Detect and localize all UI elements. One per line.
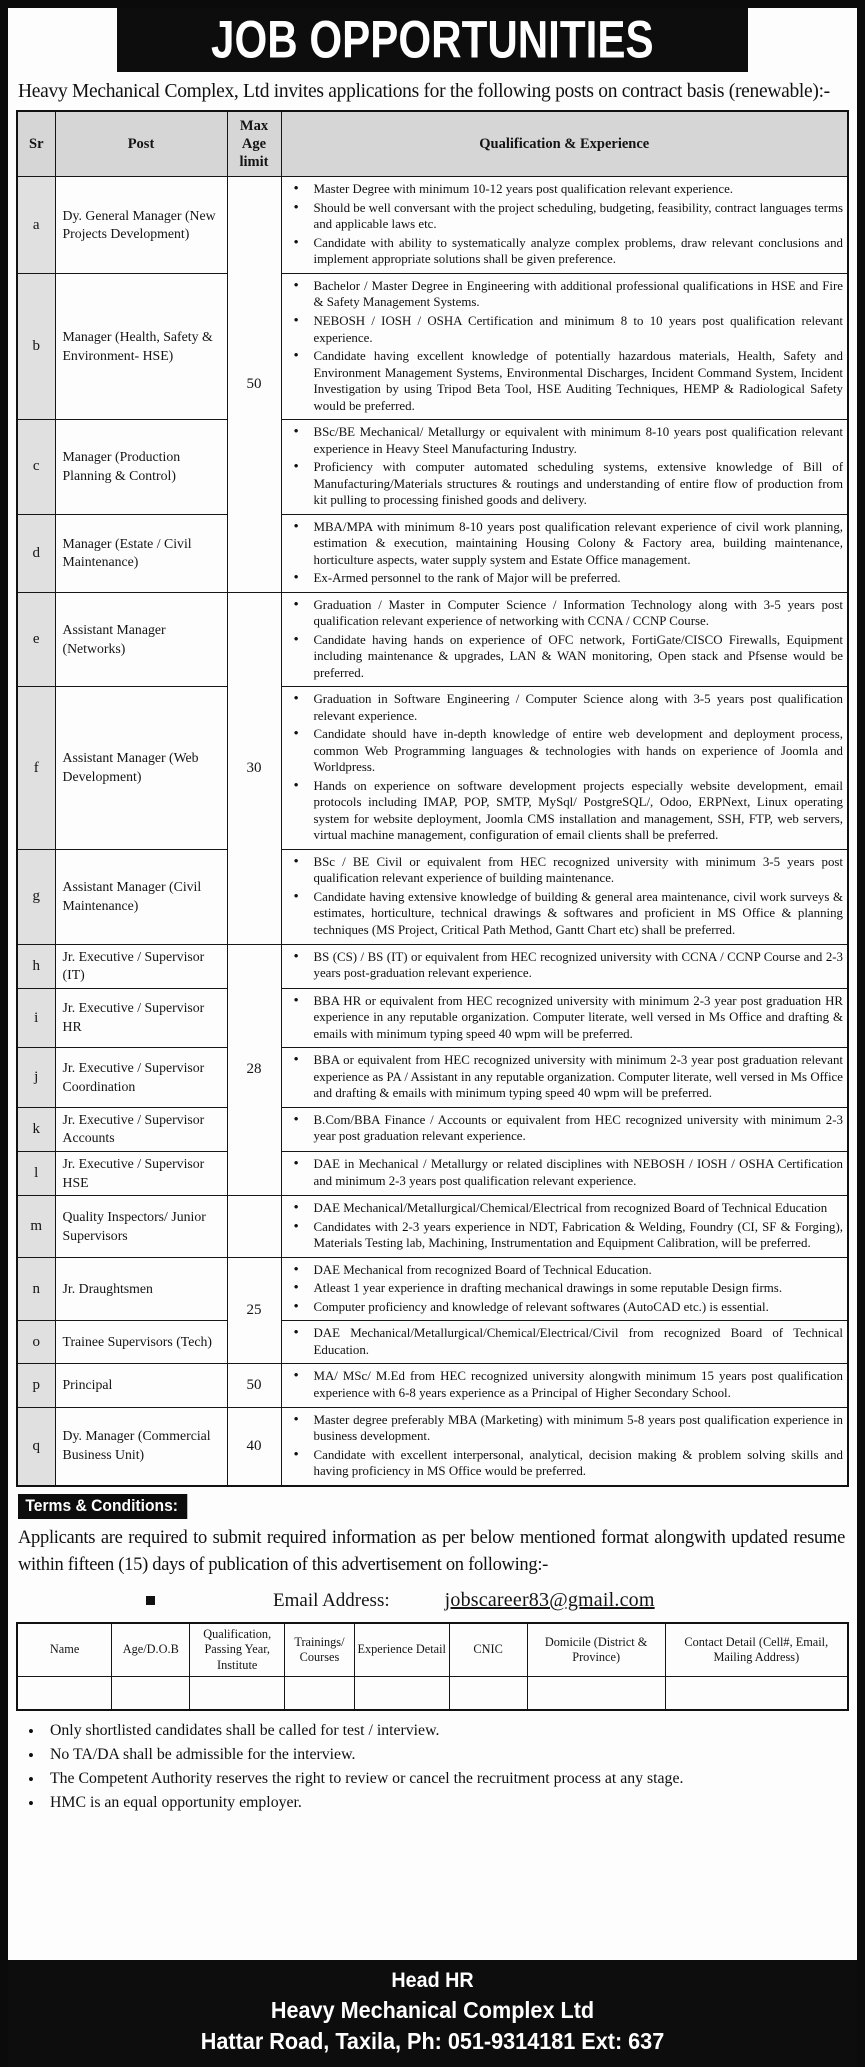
form-blank-cell bbox=[527, 1677, 665, 1710]
job-row-m bbox=[17, 1196, 848, 1258]
qualification-cell bbox=[281, 1407, 848, 1486]
qualification-bullet: • BBA or equivalent from HEC recognized university with minimum 2-3 year post graduation relevant experience as PA / Assistant in any reputable organization. Computer literate, well versed in Ms Office and drafting & emails with minimum typing speed 40 wpm will be preferred. bbox=[284, 1052, 844, 1102]
qualification-bullets bbox=[284, 424, 844, 509]
sr-cell: j bbox=[17, 1048, 55, 1108]
qualification-cell bbox=[281, 1196, 848, 1258]
terms-section bbox=[18, 1494, 857, 1519]
qualification-bullet: • Graduation in Software Engineering / Computer Science along with 3-5 years post qualification relevant experience. bbox=[284, 691, 844, 724]
qualification-bullet: • MBA/MPA with minimum 8-10 years post qualification relevant experience of civil work planning, estimation & execution, maintaining Housing Colony & Factory area, building maintenance, horticulture aspects, water supply system and Estate Office management. bbox=[284, 519, 844, 569]
sr-cell: l bbox=[17, 1152, 55, 1196]
form-col-header: Contact Detail (Cell#, Email, Mailing Address) bbox=[665, 1623, 848, 1677]
qualification-bullet: • Graduation / Master in Computer Science / Information Technology along with 3-5 years post qualification relevant experience of networking with CCNA / CCNP Course. bbox=[284, 597, 844, 630]
qualification-bullet: • Atleast 1 year experience in drafting mechanical drawings in some reputable Design firms. bbox=[284, 1280, 844, 1297]
qualification-bullet: • Bachelor / Master Degree in Engineering with additional professional qualifications in HSE and Fire & Safety Management Systems. bbox=[284, 278, 844, 311]
qualification-bullet: • Candidate with excellent interpersonal, analytical, decision making & problem solving skills and having proficiency in MS Office would be preferred. bbox=[284, 1447, 844, 1480]
qualification-cell bbox=[281, 1257, 848, 1321]
qualification-bullet: • DAE Mechanical/Metallurgical/Chemical/Electrical from recognized Board of Technical Education bbox=[284, 1200, 844, 1217]
post-cell: Assistant Manager (Civil Maintenance) bbox=[55, 849, 227, 944]
qualification-bullet: • Master Degree with minimum 10-12 years post qualification relevant experience. bbox=[284, 181, 844, 198]
post-cell: Assistant Manager (Web Development) bbox=[55, 687, 227, 850]
form-header-row bbox=[17, 1623, 848, 1677]
form-blank-cell bbox=[449, 1677, 527, 1710]
qualification-bullets bbox=[284, 1412, 844, 1480]
qualification-cell bbox=[281, 514, 848, 592]
job-row-h bbox=[17, 944, 848, 988]
qualification-cell bbox=[281, 988, 848, 1048]
form-blank-cell bbox=[190, 1677, 285, 1710]
qualification-cell bbox=[281, 687, 848, 850]
post-cell: Trainee Supervisors (Tech) bbox=[55, 1321, 227, 1364]
qualification-cell bbox=[281, 1048, 848, 1108]
job-row-e bbox=[17, 592, 848, 687]
qualification-cell bbox=[281, 1152, 848, 1196]
qualification-cell bbox=[281, 1321, 848, 1364]
qualification-bullet: • Candidate with ability to systematically analyze complex problems, draw relevant conclusions and implement appropriate solutions shall be given preference. bbox=[284, 235, 844, 268]
note-item: • The Competent Authority reserves the right to review or cancel the recruitment process at any stage. bbox=[22, 1767, 857, 1791]
job-row-j bbox=[17, 1048, 848, 1108]
post-cell: Jr. Draughtsmen bbox=[55, 1257, 227, 1321]
job-row-a bbox=[17, 177, 848, 274]
qualification-bullet: • NEBOSH / IOSH / OSHA Certification and minimum 8 to 10 years post qualification relevant experience. bbox=[284, 313, 844, 346]
post-cell: Jr. Executive / Supervisor (IT) bbox=[55, 944, 227, 988]
sr-cell: c bbox=[17, 420, 55, 515]
form-col-header: Name bbox=[17, 1623, 112, 1677]
qualification-bullets bbox=[284, 949, 844, 982]
sr-cell: f bbox=[17, 687, 55, 850]
qualification-bullet: • Master degree preferably MBA (Marketing) with minimum 5-8 years post qualification experience in business development. bbox=[284, 1412, 844, 1445]
footer-banner bbox=[0, 1960, 865, 2067]
email-row bbox=[8, 1589, 857, 1612]
qualification-bullet: • Should be well conversant with the project scheduling, budgeting, feasibility, contract languages terms and applicable laws etc. bbox=[284, 200, 844, 233]
qualification-bullet: • BSc/BE Mechanical/ Metallurgy or equivalent with minimum 8-10 years post qualification relevant experience in Heavy Steel Manufacturing Industry. bbox=[284, 424, 844, 457]
email-label: Email Address: bbox=[273, 1590, 390, 1612]
qualification-bullet: • Candidate having hands on experience of OFC network, FortiGate/CISCO Firewalls, Equipment including maintenance & upgrades, LAN & WAN monitoring, Open stack and Pfsense would be preferred. bbox=[284, 632, 844, 682]
sr-cell: b bbox=[17, 273, 55, 419]
sr-cell: g bbox=[17, 849, 55, 944]
max-age-cell: 25 bbox=[227, 1257, 281, 1364]
sr-cell: n bbox=[17, 1257, 55, 1321]
post-cell: Jr. Executive / Supervisor HR bbox=[55, 988, 227, 1048]
job-row-k bbox=[17, 1107, 848, 1151]
qualification-bullet: • BBA HR or equivalent from HEC recognized university with minimum 2-3 year post graduation HR experience in any reputable organization. Computer literate, well versed in Ms Office and drafting & emails with minimum typing speed 40 wpm will be preferred. bbox=[284, 993, 844, 1043]
qualification-bullets bbox=[284, 181, 844, 268]
qualification-bullets bbox=[284, 1200, 844, 1252]
square-bullet-icon bbox=[146, 1596, 155, 1605]
qualification-bullets bbox=[284, 993, 844, 1043]
qualification-bullet: • DAE Mechanical/Metallurgical/Chemical/Electrical/Civil from recognized Board of Technical Education. bbox=[284, 1325, 844, 1358]
terms-paragraph: Applicants are required to submit required information as per below mentioned format alongwith updated resume within fifteen (15) days of publication of this advertisement on following:- bbox=[18, 1527, 845, 1576]
post-cell: Manager (Estate / Civil Maintenance) bbox=[55, 514, 227, 592]
footer-line: Heavy Mechanical Complex Ltd bbox=[270, 1997, 595, 2023]
header-banner bbox=[117, 8, 748, 72]
qualification-bullet: • Hands on experience on software development projects especially website development, email protocols including IMAP, POP, SMTP, MySql/ PostgreSQL/, Odoo, ERPNext, Linux operating system for website deployment, Joomla CMS installation and management, SSH, FTP, web servers, virtual machine management, configuration of email clients shall be preferred. bbox=[284, 778, 844, 844]
job-row-d bbox=[17, 514, 848, 592]
qualification-bullet: • Proficiency with computer automated scheduling systems, extensive knowledge of Bill of Manufacturing/Materials structures & routings and understanding of entire flow of production from kit pulling to processing finished goods and delivery. bbox=[284, 459, 844, 509]
post-cell: Dy. General Manager (New Projects Development) bbox=[55, 177, 227, 274]
qualification-cell bbox=[281, 944, 848, 988]
intro-text: Heavy Mechanical Complex, Ltd invites applications for the following posts on contract basis (renewable):- bbox=[18, 81, 830, 102]
qualification-bullet: • BS (CS) / BS (IT) or equivalent from HEC recognized university with CCNA / CCNP Course and 2-3 years post-graduation relevant experience. bbox=[284, 949, 844, 982]
qualification-bullets bbox=[284, 854, 844, 939]
form-blank-cell bbox=[354, 1677, 449, 1710]
form-blank-cell bbox=[285, 1677, 355, 1710]
qualification-cell bbox=[281, 1107, 848, 1151]
col-header-post: Post bbox=[55, 111, 227, 177]
sr-cell: i bbox=[17, 988, 55, 1048]
sr-cell: k bbox=[17, 1107, 55, 1151]
qualification-bullet: • Computer proficiency and knowledge of relevant softwares (AutoCAD etc.) is essential. bbox=[284, 1299, 844, 1316]
qualification-bullet: • DAE in Mechanical / Metallurgy or related disciplines with NEBOSH / IOSH / OSHA Certification and minimum 2-3 years post qualification relevant experience. bbox=[284, 1156, 844, 1189]
terms-label: Terms & Conditions: bbox=[18, 1494, 187, 1519]
post-cell: Quality Inspectors/ Junior Supervisors bbox=[55, 1196, 227, 1258]
form-col-header: Age/D.O.B bbox=[112, 1623, 190, 1677]
max-age-cell: 40 bbox=[227, 1407, 281, 1486]
qualification-bullet: • BSc / BE Civil or equivalent from HEC recognized university with minimum 3-5 years post qualification relevant experience of building maintenance. bbox=[284, 854, 844, 887]
footer-line: Head HR bbox=[391, 1969, 474, 1992]
max-age-cell: 50 bbox=[227, 1364, 281, 1407]
form-col-header: Experience Detail bbox=[354, 1623, 449, 1677]
qualification-bullet: • Candidate having excellent knowledge of potentially hazardous materials, Health, Safety and Environment Management Systems, Environmental Discharges, Incident Command System, Incident Investigation by using Tripod Beta Tool, HSE Auditing Techniques, HEMP & Radiological Safety would be preferred. bbox=[284, 348, 844, 414]
form-col-header: CNIC bbox=[449, 1623, 527, 1677]
notes-list bbox=[22, 1719, 857, 1815]
form-col-header: Domicile (District & Province) bbox=[527, 1623, 665, 1677]
job-row-f bbox=[17, 687, 848, 850]
post-cell: Dy. Manager (Commercial Business Unit) bbox=[55, 1407, 227, 1486]
sr-cell: m bbox=[17, 1196, 55, 1258]
qualification-bullet: • Candidate having extensive knowledge of building & general area maintenance, civil work surveys & estimates, horticulture, technical drawings & softwares and proficient in MS Office & planning techniques (MS Project, Critical Path Method, Gantt Chart etc) shall be preferred. bbox=[284, 889, 844, 939]
qualification-bullet: • Candidates with 2-3 years experience in NDT, Fabrication & Welding, Foundry (CI, SF & Forging), Materials Testing lab, Machining, Instrumentation and Equipment Calibration, will be preferred. bbox=[284, 1219, 844, 1252]
max-age-cell: 30 bbox=[227, 592, 281, 944]
job-row-o bbox=[17, 1321, 848, 1364]
qualification-bullet: • Candidate should have in-depth knowledge of entire web development and deployment process, common Web Programming languages & technologies with hands on experience of Joomla and Worldpress. bbox=[284, 726, 844, 776]
qualification-cell bbox=[281, 273, 848, 419]
jobs-table-header-row bbox=[17, 111, 848, 177]
qualification-bullets bbox=[284, 1156, 844, 1189]
qualification-bullets bbox=[284, 1112, 844, 1145]
max-age-cell: 28 bbox=[227, 944, 281, 1196]
qualification-bullets bbox=[284, 1368, 844, 1401]
qualification-cell bbox=[281, 592, 848, 687]
qualification-bullets bbox=[284, 1262, 844, 1316]
form-blank-cell bbox=[17, 1677, 112, 1710]
application-form-table bbox=[16, 1622, 849, 1711]
qualification-bullets bbox=[284, 278, 844, 414]
sr-cell: a bbox=[17, 177, 55, 274]
job-row-g bbox=[17, 849, 848, 944]
job-row-b bbox=[17, 273, 848, 419]
job-row-q bbox=[17, 1407, 848, 1486]
col-header-qualification: Qualification & Experience bbox=[281, 111, 848, 177]
qualification-bullets bbox=[284, 597, 844, 682]
qualification-cell bbox=[281, 177, 848, 274]
post-cell: Jr. Executive / Supervisor HSE bbox=[55, 1152, 227, 1196]
note-item: • No TA/DA shall be admissible for the interview. bbox=[22, 1743, 857, 1767]
qualification-bullet: • DAE Mechanical from recognized Board of Technical Education. bbox=[284, 1262, 844, 1279]
job-row-l bbox=[17, 1152, 848, 1196]
post-cell: Jr. Executive / Supervisor Accounts bbox=[55, 1107, 227, 1151]
col-header-max-age: Max Age limit bbox=[227, 111, 281, 177]
qualification-bullets bbox=[284, 691, 844, 844]
job-row-p bbox=[17, 1364, 848, 1407]
sr-cell: o bbox=[17, 1321, 55, 1364]
email-address: jobscareer83@gmail.com bbox=[444, 1589, 655, 1612]
post-cell: Jr. Executive / Supervisor Coordination bbox=[55, 1048, 227, 1108]
job-row-i bbox=[17, 988, 848, 1048]
form-col-header: Qualification, Passing Year, Institute bbox=[190, 1623, 285, 1677]
sr-cell: p bbox=[17, 1364, 55, 1407]
post-cell: Assistant Manager (Networks) bbox=[55, 592, 227, 687]
qualification-cell bbox=[281, 1364, 848, 1407]
qualification-cell bbox=[281, 420, 848, 515]
sr-cell: e bbox=[17, 592, 55, 687]
sr-cell: h bbox=[17, 944, 55, 988]
job-row-c bbox=[17, 420, 848, 515]
job-row-n bbox=[17, 1257, 848, 1321]
note-item: • Only shortlisted candidates shall be called for test / interview. bbox=[22, 1719, 857, 1743]
form-blank-cell bbox=[112, 1677, 190, 1710]
sr-cell: q bbox=[17, 1407, 55, 1486]
col-header-sr: Sr bbox=[17, 111, 55, 177]
qualification-bullet: • MA/ MSc/ M.Ed from HEC recognized university alongwith minimum 15 years post qualification experience with 6-8 years experience as a Principal of Higher Secondary School. bbox=[284, 1368, 844, 1401]
form-blank-cell bbox=[665, 1677, 848, 1710]
footer-line: Hattar Road, Taxila, Ph: 051-9314181 Ext: 637 bbox=[200, 2028, 665, 2054]
sr-cell: d bbox=[17, 514, 55, 592]
qualification-cell bbox=[281, 849, 848, 944]
post-cell: Manager (Health, Safety & Environment- HSE) bbox=[55, 273, 227, 419]
jobs-table bbox=[16, 110, 849, 1487]
post-cell: Principal bbox=[55, 1364, 227, 1407]
qualification-bullets bbox=[284, 519, 844, 587]
form-blank-row bbox=[17, 1677, 848, 1710]
qualification-bullet: • B.Com/BBA Finance / Accounts or equivalent from HEC recognized university with minimum 2-3 year post graduation relevant experience. bbox=[284, 1112, 844, 1145]
qualification-bullets bbox=[284, 1325, 844, 1358]
qualification-bullets bbox=[284, 1052, 844, 1102]
max-age-cell: 50 bbox=[227, 177, 281, 592]
form-col-header: Trainings/ Courses bbox=[285, 1623, 355, 1677]
page-title: JOB OPPORTUNITIES bbox=[211, 10, 654, 70]
qualification-bullet: • Ex-Armed personnel to the rank of Major will be preferred. bbox=[284, 570, 844, 587]
note-item: • HMC is an equal opportunity employer. bbox=[22, 1791, 857, 1815]
max-age-cell bbox=[227, 1196, 281, 1258]
post-cell: Manager (Production Planning & Control) bbox=[55, 420, 227, 515]
jobs-table-body bbox=[17, 177, 848, 1486]
